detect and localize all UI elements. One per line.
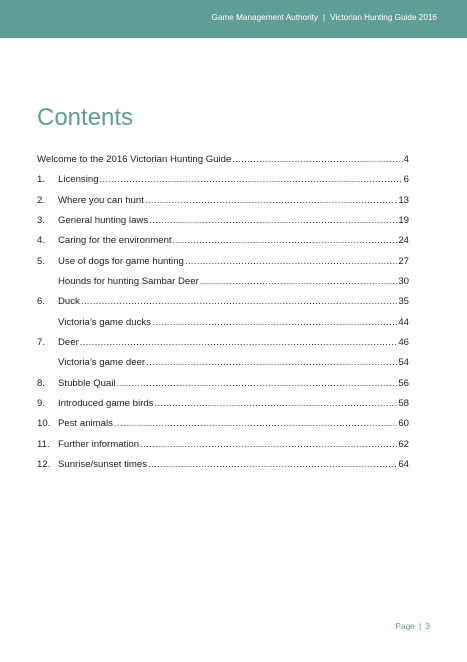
toc-leader-dots	[173, 231, 398, 251]
toc-entry-title: Where you can hunt	[58, 194, 144, 206]
running-header	[212, 13, 437, 22]
toc-entry[interactable]	[37, 292, 409, 312]
toc-entry-number: 11.	[37, 438, 50, 450]
toc-entry-page: 46	[398, 337, 409, 349]
toc-entry[interactable]	[37, 272, 409, 292]
toc-leader-dots	[117, 374, 398, 394]
toc-entry-page: 4	[403, 154, 409, 165]
toc-entry[interactable]	[37, 252, 409, 272]
toc-entry-title: Use of dogs for game hunting	[58, 255, 184, 267]
toc-leader-dots	[154, 394, 397, 414]
toc-entry[interactable]	[37, 191, 409, 211]
toc-entry-page: 24	[398, 235, 409, 247]
toc-entry[interactable]	[37, 150, 409, 170]
toc-entry-number: 9.	[37, 398, 46, 410]
toc-entry-page: 62	[398, 438, 409, 450]
header-org: Game Management Authority	[211, 13, 319, 22]
toc-entry-title: Pest animals	[58, 418, 113, 430]
toc-entry[interactable]	[37, 374, 409, 394]
toc-entry-title: Hounds for hunting Sambar Deer	[58, 276, 199, 288]
toc-leader-dots	[232, 150, 402, 170]
toc-entry[interactable]	[37, 170, 409, 190]
toc-entry-title: Victoria’s game ducks	[58, 316, 151, 328]
toc-entry-number: 2.	[37, 194, 46, 206]
toc-entry-page: 44	[398, 316, 409, 328]
toc-entry-page: 54	[398, 357, 409, 369]
header-band	[0, 0, 467, 38]
toc-entry-title: Stubble Quail	[58, 377, 116, 389]
toc-leader-dots	[185, 252, 397, 272]
toc-entry[interactable]	[37, 435, 409, 455]
toc-leader-dots	[114, 414, 397, 434]
toc-entry-page: 60	[398, 418, 409, 430]
toc-entry-title: Welcome to the 2016 Victorian Hunting Guide	[37, 154, 232, 165]
footer-page-number: 3	[425, 621, 430, 631]
toc-leader-dots	[146, 353, 397, 373]
toc-leader-dots	[80, 333, 398, 353]
toc-entry-title: Sunrise/sunset times	[58, 459, 148, 471]
table-of-contents	[37, 150, 409, 476]
toc-entry-number: 3.	[37, 215, 46, 227]
footer-page-label: Page	[395, 621, 416, 631]
toc-leader-dots	[81, 292, 397, 312]
toc-leader-dots	[152, 313, 397, 333]
toc-leader-dots	[140, 435, 397, 455]
toc-leader-dots	[200, 272, 398, 292]
toc-entry[interactable]	[37, 353, 409, 373]
toc-entry[interactable]	[37, 211, 409, 231]
footer-separator: |	[419, 621, 422, 631]
header-separator: |	[323, 13, 326, 22]
toc-entry-title: Further information	[58, 438, 140, 450]
toc-entry[interactable]	[37, 313, 409, 333]
toc-entry-number: 4.	[37, 235, 46, 247]
toc-entry-number: 5.	[37, 255, 46, 267]
toc-entry-page: 35	[398, 296, 409, 308]
toc-entry[interactable]	[37, 333, 409, 353]
toc-entry-number: 6.	[37, 296, 46, 308]
toc-entry-title: Caring for the environment	[58, 235, 172, 247]
page-title: Contents	[37, 104, 134, 132]
toc-entry-number: 7.	[37, 337, 46, 349]
toc-entry[interactable]	[37, 414, 409, 434]
toc-entry-page: 58	[398, 398, 409, 410]
toc-entry-page: 56	[398, 377, 409, 389]
toc-entry-title: General hunting laws	[58, 215, 149, 227]
toc-entry-title: Deer	[58, 337, 79, 349]
toc-entry-title: Duck	[58, 296, 80, 308]
toc-entry-number: 1.	[37, 174, 46, 186]
toc-leader-dots	[145, 191, 397, 211]
toc-entry-page: 6	[403, 174, 409, 186]
toc-entry-title: Victoria’s game deer	[58, 357, 146, 369]
toc-entry-page: 30	[398, 276, 409, 288]
toc-leader-dots	[100, 170, 403, 190]
header-guide-title: Victorian Hunting Guide 2016	[330, 13, 437, 22]
toc-entry-page: 19	[398, 215, 409, 227]
toc-entry[interactable]	[37, 455, 409, 475]
page-footer	[395, 621, 430, 631]
toc-leader-dots	[149, 211, 397, 231]
toc-entry-number: 8.	[37, 377, 46, 389]
toc-entry-page: 64	[398, 459, 409, 471]
toc-entry[interactable]	[37, 394, 409, 414]
toc-entry-title: Introduced game birds	[58, 398, 154, 410]
toc-entry[interactable]	[37, 231, 409, 251]
toc-entry-number: 12.	[37, 459, 51, 471]
toc-entry-title: Licensing	[58, 174, 99, 186]
toc-entry-number: 10.	[37, 418, 51, 430]
toc-entry-page: 13	[398, 194, 409, 206]
toc-leader-dots	[148, 455, 397, 475]
toc-entry-page: 27	[398, 255, 409, 267]
